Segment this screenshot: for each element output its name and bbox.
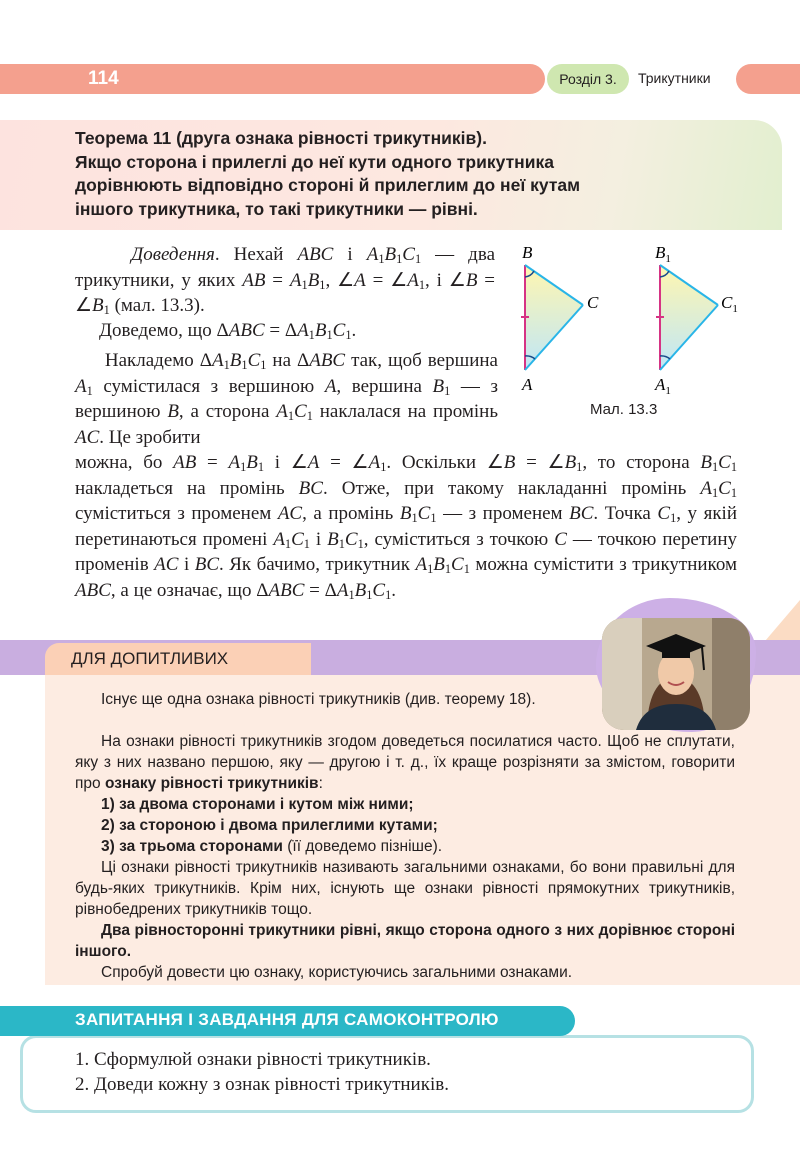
- curious-p3: Ці ознаки рівності трикутників називають загальними ознаками, бо вони правильні для будь-яких трикутників. Крім них, існують ще ознаки рівності прямокутних трикутників, рівнобедрених трикутників тощо.: [75, 859, 735, 918]
- theorem-statement: [75, 127, 765, 221]
- section-label: Розділ 3.: [547, 64, 629, 94]
- curious-title: ДЛЯ ДОПИТЛИВИХ: [45, 643, 311, 675]
- subscript: 1: [665, 385, 671, 397]
- triangle-abc: [525, 265, 583, 370]
- curious-list: [101, 794, 721, 857]
- graduate-photo: [602, 618, 750, 730]
- graduate-illustration: [602, 618, 750, 730]
- label-b: B: [522, 243, 533, 262]
- triangles-figure: [505, 240, 755, 400]
- questions-title: ЗАПИТАННЯ І ЗАВДАННЯ ДЛЯ САМОКОНТРОЛЮ: [75, 1010, 499, 1029]
- proof-body-bottom: можна, бо AB = $A_1B_1$ і ∠A = $\angle A_1$. Оскільки ∠B = $\angle B_1$, то сторона $B_1C_1$ накладеться на промінь BC. Отже, при такому накладанні промінь $A_1C_1$ суміститься з променем AC, а промінь $B_1C_1$ — з променем BC. Точка $C_1$, у якій перетинаються промені $A_1C_1$ і $B_1C_1$, суміститься з точкою C — точкою перетину променів AC і BC. Як бачимо, трикутник $A_1B_1C_1$ можна сумістити з трикутником ABC, а це означає, що $\Delta ABC = \Delta A_1B_1C_1$.: [75, 452, 738, 602]
- theorem-line: Теорема 11 (друга ознака рівності трикутників).: [75, 128, 487, 148]
- header-bar: [0, 64, 545, 94]
- subscript: 1: [665, 253, 671, 265]
- figure-caption: Мал. 13.3: [590, 401, 658, 418]
- curious-p1: Існує ще одна ознака рівності трикутників (див. теорему 18).: [101, 691, 536, 708]
- theorem-line: іншого трикутника, то такі трикутники — рівні.: [75, 198, 478, 219]
- proof-intro: Доведення. Нехай ABC і $A_1B_1C_1$ — два трикутники, у яких AB = $A_1B_1$, ∠A = $\angle A_1$, і ∠B = $\angle B_1$ (мал. 13.3).: [75, 244, 496, 318]
- label-a: A: [522, 375, 533, 394]
- triangle-a1b1c1: [660, 265, 718, 370]
- label-b1: $B_1$: [655, 243, 671, 265]
- theorem-line: Якщо сторона і прилеглі до неї кути одного трикутника: [75, 151, 554, 172]
- curious-p4: Два рівносторонні трикутники рівні, якщо сторона одного з них дорівнює стороні іншого.: [75, 922, 735, 960]
- question-item: 1. Сформулюй ознаки рівності трикутників.: [75, 1049, 431, 1070]
- proof-claim: Доведемо, що $\Delta ABC = \Delta A_1B_1C_1$.: [99, 320, 357, 343]
- header-right-tab: [736, 64, 800, 94]
- list-item: 3) за трьома сторонами (її доведемо пізніше).: [101, 838, 443, 855]
- proof-body-top: Накладемо $\Delta A_1B_1C_1$ на ΔABC так, щоб вершина $A_1$ сумістилася з вершиною A, вершина $B_1$ — з вершиною B, а сторона $A_1C_1$ наклалася на промінь AC. Це зробити: [75, 350, 499, 448]
- curious-p5: Спробуй довести цю ознаку, користуючись загальними ознаками.: [101, 964, 573, 981]
- section-title: Трикутники: [638, 70, 711, 86]
- label-a1: $A_1$: [655, 375, 671, 397]
- question-item: 2. Доведи кожну з ознак рівності трикутників.: [75, 1074, 449, 1095]
- list-item: 2) за стороною і двома прилеглими кутами;: [101, 817, 438, 834]
- questions-list: [75, 1047, 735, 1097]
- list-item: 1) за двома сторонами і кутом між ними;: [101, 796, 414, 813]
- label-c1: $C_1$: [721, 293, 738, 315]
- curious-p2: На ознаки рівності трикутників згодом доведеться посилатися часто. Щоб не сплутати, яку з них названо першою, яку — другою і т. д., їх краще розрізняти за змістом, говорити про ознаку рівності трикутників:: [75, 733, 735, 792]
- label-c: C: [587, 293, 599, 312]
- theorem-line: дорівнюють відповідно стороні й прилеглим до неї кутам: [75, 175, 581, 195]
- subscript: 1: [732, 303, 738, 315]
- proof-label: Доведення: [131, 244, 215, 265]
- page-number: 114: [88, 68, 119, 89]
